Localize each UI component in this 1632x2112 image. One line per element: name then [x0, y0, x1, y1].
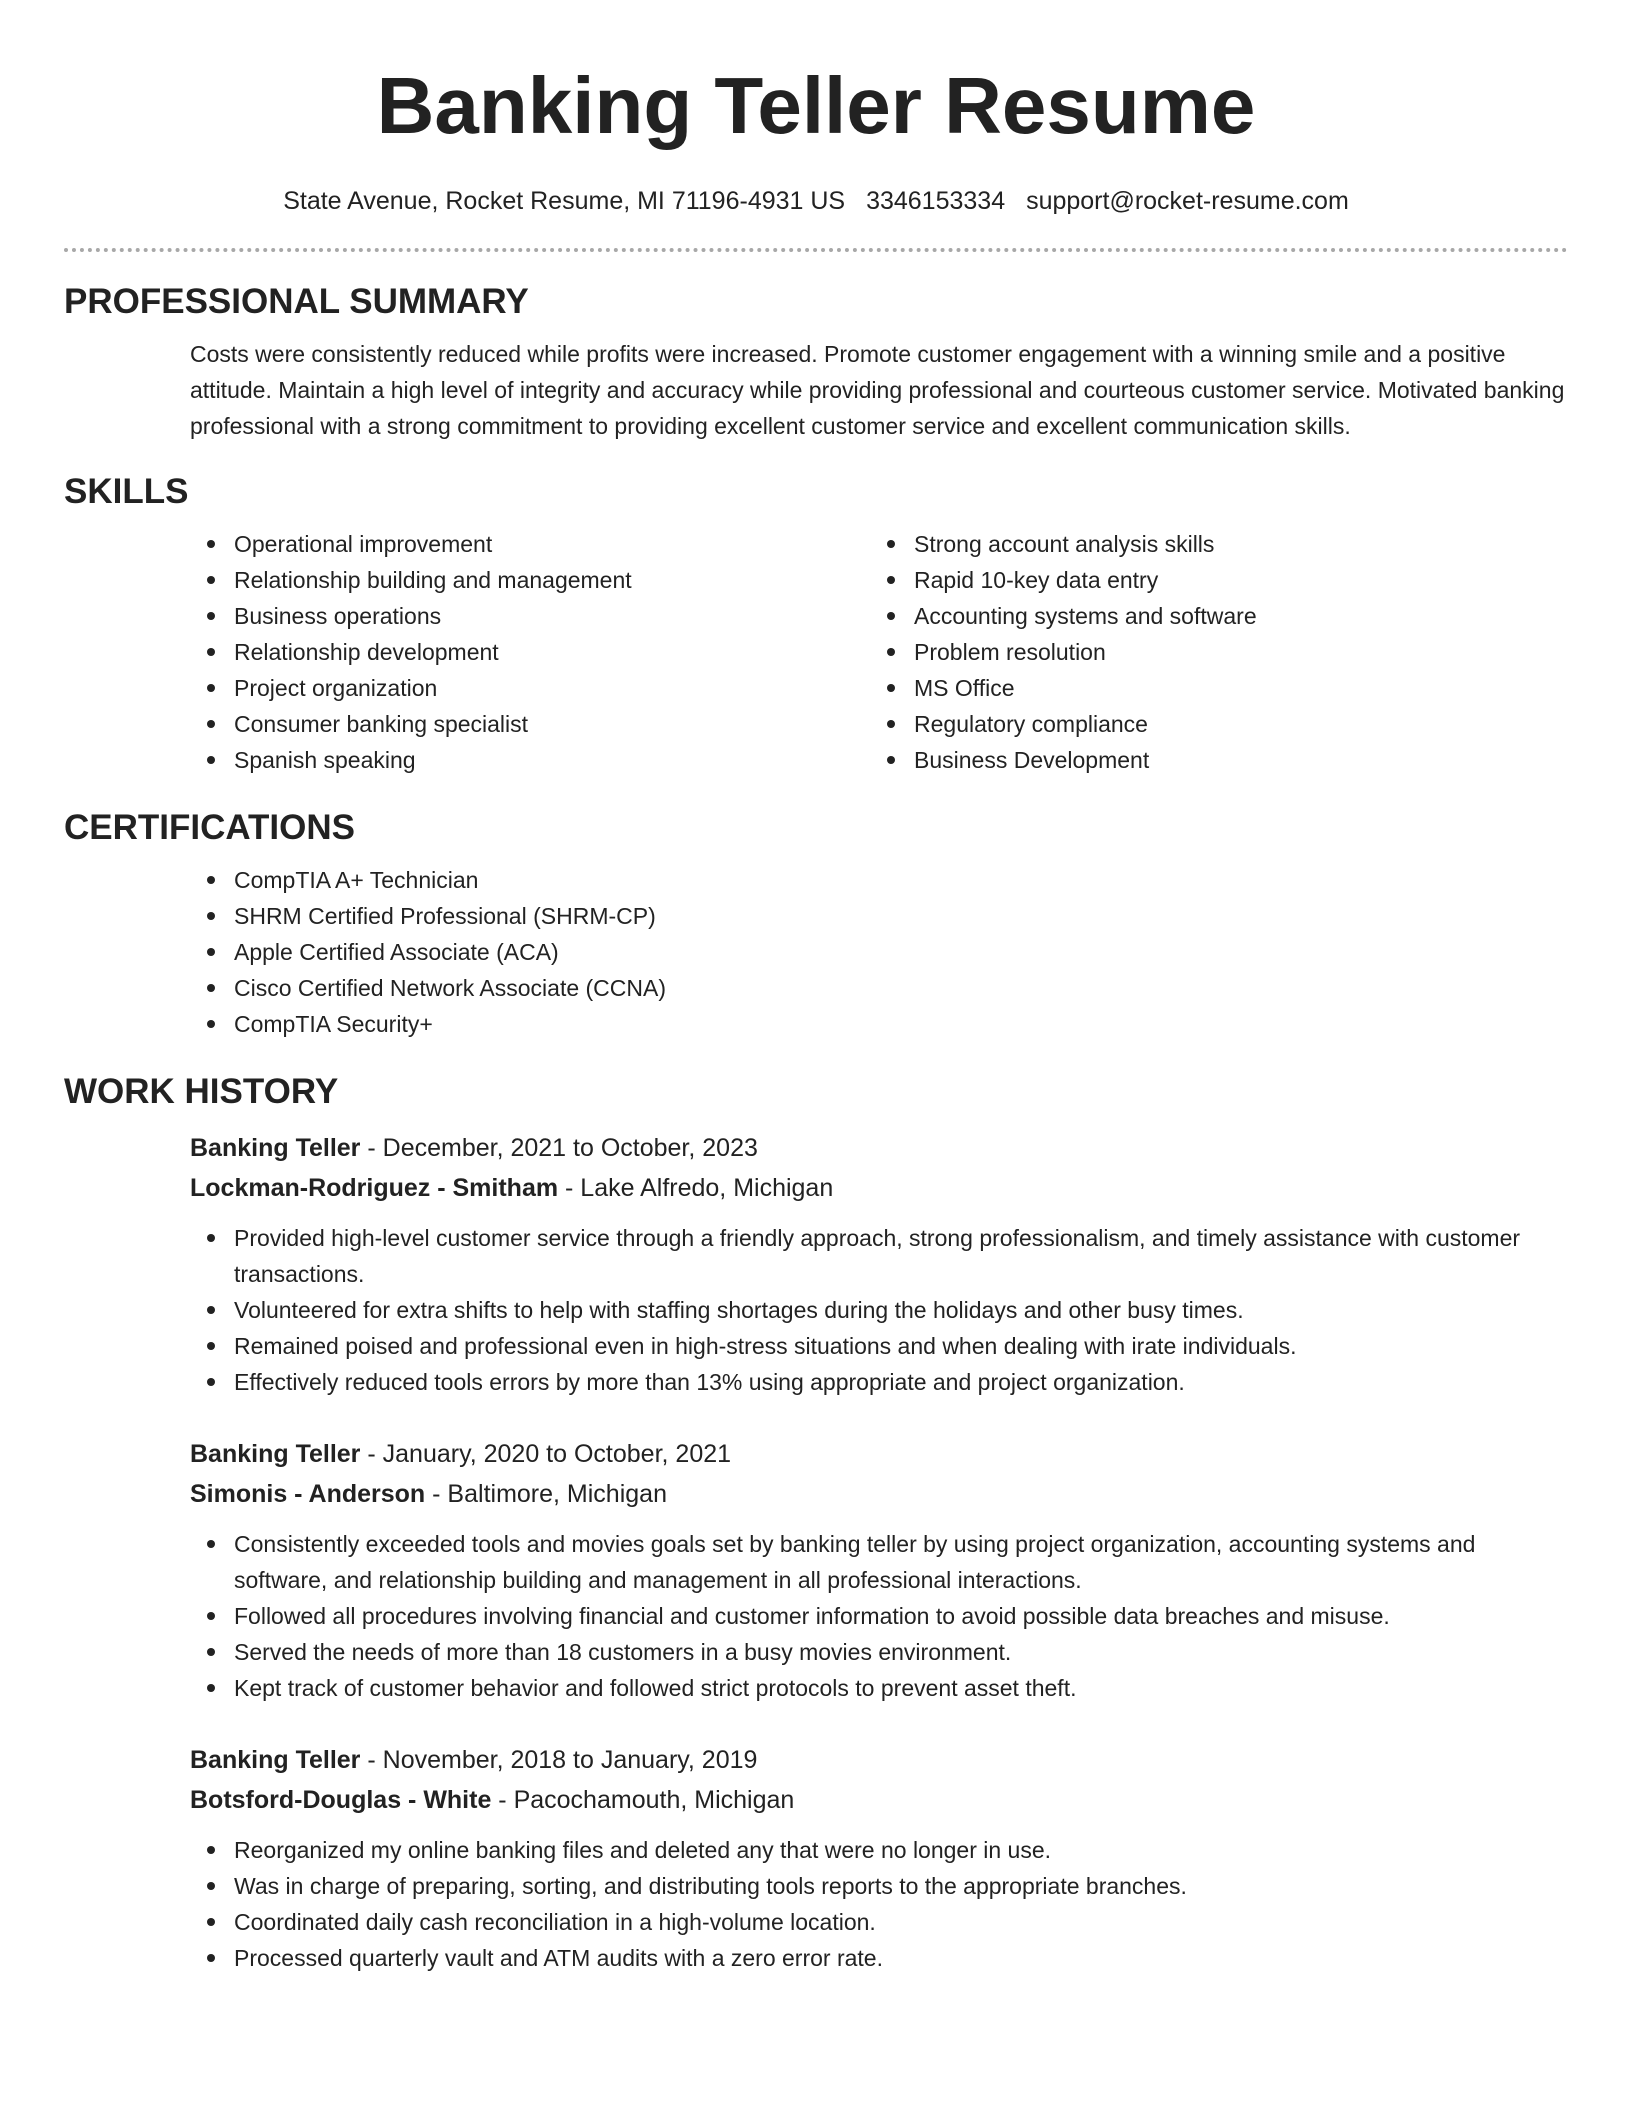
skill-item: Operational improvement — [234, 526, 870, 562]
job-dates: - November, 2018 to January, 2019 — [360, 1746, 758, 1774]
job-bullet: Remained poised and professional even in high-stress situations and when dealing with irate individuals. — [234, 1328, 1568, 1364]
job-entry — [190, 1128, 1568, 1400]
job-bullet: Processed quarterly vault and ATM audits with a zero error rate. — [234, 1940, 1568, 1976]
skill-item: Project organization — [234, 670, 870, 706]
skills-section — [64, 470, 1568, 778]
header-divider — [64, 248, 1568, 252]
job-entry — [190, 1434, 1568, 1706]
skills-column-left — [190, 526, 870, 778]
certification-item: Cisco Certified Network Associate (CCNA) — [234, 970, 1568, 1006]
job-location: - Pacochamouth, Michigan — [491, 1786, 795, 1814]
skill-item: MS Office — [914, 670, 1550, 706]
skill-item: Rapid 10-key data entry — [914, 562, 1550, 598]
contact-phone: 3346153334 — [866, 187, 1006, 215]
contact-line — [64, 184, 1568, 218]
skill-item: Business Development — [914, 742, 1550, 778]
skill-item: Spanish speaking — [234, 742, 870, 778]
certification-item: CompTIA Security+ — [234, 1006, 1568, 1042]
skill-item: Regulatory compliance — [914, 706, 1550, 742]
job-bullet: Reorganized my online banking files and deleted any that were no longer in use. — [234, 1832, 1568, 1868]
skill-item: Business operations — [234, 598, 870, 634]
summary-section — [64, 280, 1568, 444]
skill-item: Accounting systems and software — [914, 598, 1550, 634]
job-bullets — [190, 1220, 1568, 1400]
job-bullet: Was in charge of preparing, sorting, and distributing tools reports to the appropriate branches. — [234, 1868, 1568, 1904]
job-dates: - January, 2020 to October, 2021 — [360, 1440, 732, 1468]
job-bullet: Followed all procedures involving financial and customer information to avoid possible data breaches and misuse. — [234, 1598, 1568, 1634]
job-bullet: Effectively reduced tools errors by more than 13% using appropriate and project organization. — [234, 1364, 1568, 1400]
skills-grid — [190, 526, 1568, 778]
certifications-body — [190, 862, 1568, 1042]
skills-heading: SKILLS — [64, 472, 189, 511]
work-history-section — [64, 1070, 1568, 1976]
job-company: Lockman-Rodriguez - Smitham — [190, 1174, 559, 1202]
skills-list-right — [870, 526, 1550, 778]
job-bullet: Provided high-level customer service through a friendly approach, strong professionalism, and timely assistance with customer transactions. — [234, 1220, 1568, 1292]
certification-item: Apple Certified Associate (ACA) — [234, 934, 1568, 970]
summary-text: Costs were consistently reduced while profits were increased. Promote customer engagement with a winning smile and a positive attitude. Maintain a high level of integrity and accuracy while providing professional and courteous customer service. Motivated banking professional with a strong commitment to providing excellent customer service and excellent communication skills. — [190, 341, 1565, 439]
skill-item: Relationship building and management — [234, 562, 870, 598]
certifications-section — [64, 806, 1568, 1042]
job-bullet: Kept track of customer behavior and followed strict protocols to prevent asset theft. — [234, 1670, 1568, 1706]
work-history-heading: WORK HISTORY — [64, 1072, 339, 1111]
job-bullet: Volunteered for extra shifts to help with staffing shortages during the holidays and other busy times. — [234, 1292, 1568, 1328]
skill-item: Relationship development — [234, 634, 870, 670]
job-location: - Lake Alfredo, Michigan — [558, 1174, 834, 1202]
job-bullets — [190, 1526, 1568, 1706]
job-dates: - December, 2021 to October, 2023 — [360, 1134, 758, 1162]
certification-item: SHRM Certified Professional (SHRM-CP) — [234, 898, 1568, 934]
job-title-line — [190, 1740, 1568, 1780]
job-bullet: Consistently exceeded tools and movies goals set by banking teller by using project organization, accounting systems and software, and relationship building and management in all professional interactions. — [234, 1526, 1568, 1598]
certification-item: CompTIA A+ Technician — [234, 862, 1568, 898]
job-title: Banking Teller — [190, 1134, 361, 1162]
job-entry — [190, 1740, 1568, 1976]
job-bullet: Served the needs of more than 18 customers in a busy movies environment. — [234, 1634, 1568, 1670]
skills-body — [190, 526, 1568, 778]
job-company: Botsford-Douglas - White — [190, 1786, 492, 1814]
certifications-list — [190, 862, 1568, 1042]
job-company-line — [190, 1780, 1568, 1820]
skills-list-left — [190, 526, 870, 778]
summary-body — [190, 336, 1568, 444]
summary-heading: PROFESSIONAL SUMMARY — [64, 282, 529, 321]
skills-column-right — [870, 526, 1550, 778]
certifications-heading: CERTIFICATIONS — [64, 808, 356, 847]
work-history-body — [190, 1128, 1568, 1976]
job-company-line — [190, 1168, 1568, 1208]
job-bullets — [190, 1832, 1568, 1976]
skill-item: Problem resolution — [914, 634, 1550, 670]
skill-item: Strong account analysis skills — [914, 526, 1550, 562]
job-title: Banking Teller — [190, 1746, 361, 1774]
job-title-line — [190, 1434, 1568, 1474]
contact-address: State Avenue, Rocket Resume, MI 71196-4931 US — [283, 187, 846, 215]
job-bullet: Coordinated daily cash reconciliation in a high-volume location. — [234, 1904, 1568, 1940]
resume-title: Banking Teller Resume — [376, 61, 1256, 150]
job-company: Simonis - Anderson — [190, 1480, 426, 1508]
job-company-line — [190, 1474, 1568, 1514]
job-title: Banking Teller — [190, 1440, 361, 1468]
job-location: - Baltimore, Michigan — [425, 1480, 667, 1508]
contact-email: support@rocket-resume.com — [1026, 187, 1349, 215]
skill-item: Consumer banking specialist — [234, 706, 870, 742]
job-title-line — [190, 1128, 1568, 1168]
